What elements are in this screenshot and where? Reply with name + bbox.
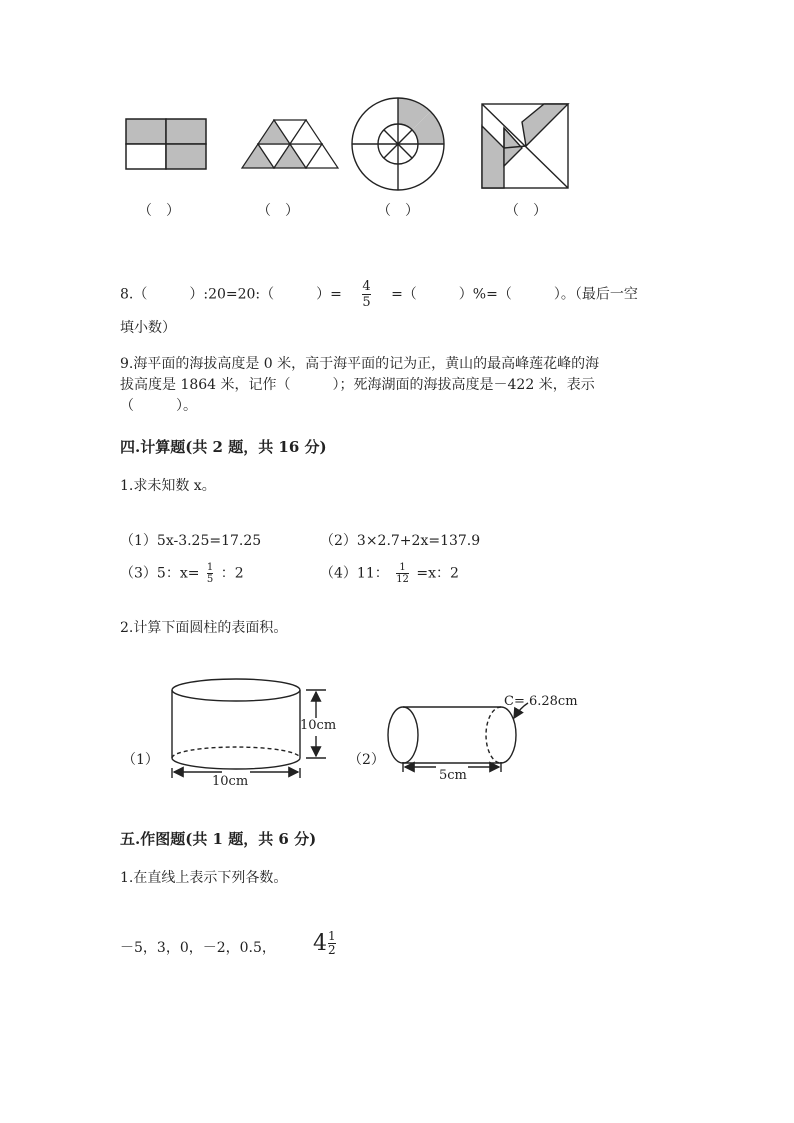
equation-3 — [120, 562, 244, 585]
blank-label-2[interactable]: （ ） — [257, 203, 299, 219]
cylinder-2-length: 5cm — [439, 768, 467, 783]
cylinder-2-circumference: C= 6.28cm — [504, 694, 578, 709]
equation-2: （2）3×2.7+2x=137.9 — [320, 533, 481, 549]
fraction-denominator: 5 — [206, 574, 214, 585]
fraction-numerator: 1 — [328, 929, 336, 943]
section-5-title: 五.作图题(共 1 题，共 6 分) — [120, 830, 317, 848]
fraction-numerator: 1 — [399, 562, 406, 573]
circle-figure — [352, 98, 444, 190]
question-8-part1: 8.（ ）:20=20:（ ）= — [120, 286, 342, 303]
fraction-figures — [0, 0, 794, 200]
equation-4-pre: （4）11： — [320, 565, 389, 582]
section-4-q1: 1.求未知数 x。 — [120, 478, 216, 494]
blank-label-4[interactable]: （ ） — [505, 203, 547, 219]
cylinder-diagrams — [0, 660, 794, 800]
question-9-line1: 9.海平面的海拔高度是 0 米，高于海平面的记为正，黄山的最高峰莲花峰的海 — [120, 356, 600, 372]
question-8-line2: 填小数） — [120, 320, 176, 336]
tangram-figure — [482, 104, 568, 188]
cylinder-2-label: （2） — [348, 752, 385, 768]
blank-label-3[interactable]: （ ） — [377, 203, 419, 219]
fraction-numerator: 4 — [362, 279, 371, 294]
trapezoid-figure — [242, 120, 338, 168]
blank-label-1[interactable]: （ ） — [138, 203, 180, 219]
equation-3-pre: （3）5：x= — [120, 565, 200, 582]
section-4-title: 四.计算题(共 2 题，共 16 分) — [120, 438, 327, 456]
equation-3-post: ：2 — [220, 565, 244, 582]
fraction-numerator: 1 — [206, 562, 214, 573]
question-9-line3: （ ）。 — [120, 398, 197, 414]
mixed-number-whole: 4 — [313, 930, 327, 956]
question-8 — [120, 279, 638, 310]
fraction-denominator: 12 — [396, 574, 409, 585]
fraction-denominator: 2 — [328, 943, 336, 957]
cylinder-1-height: 10cm — [300, 718, 337, 733]
cylinder-1-label: （1） — [122, 752, 159, 768]
cylinder-2 — [388, 703, 528, 772]
equation-4-post: =x：2 — [416, 565, 459, 582]
mixed-number-fraction — [328, 930, 336, 957]
rectangle-figure — [126, 119, 206, 169]
equation-1: （1）5x-3.25=17.25 — [120, 533, 262, 549]
question-9-line2: 拔高度是 1864 米，记作（ ）；死海湖面的海拔高度是－422 米，表示 — [120, 377, 595, 393]
number-list: －5，3，0，－2，0.5， — [120, 940, 276, 956]
fraction-denominator: 5 — [362, 295, 371, 310]
cylinder-1-diameter: 10cm — [212, 774, 249, 789]
fraction-1-12 — [396, 562, 409, 585]
section-5-q1: 1.在直线上表示下列各数。 — [120, 870, 288, 886]
section-4-q2: 2.计算下面圆柱的表面积。 — [120, 620, 288, 636]
fraction-4-5 — [362, 279, 370, 310]
mixed-number — [313, 930, 339, 957]
equation-4 — [320, 562, 459, 585]
question-8-part2: =（ ）%=（ ）。（最后一空 — [391, 286, 638, 303]
fraction-1-5 — [207, 562, 213, 585]
